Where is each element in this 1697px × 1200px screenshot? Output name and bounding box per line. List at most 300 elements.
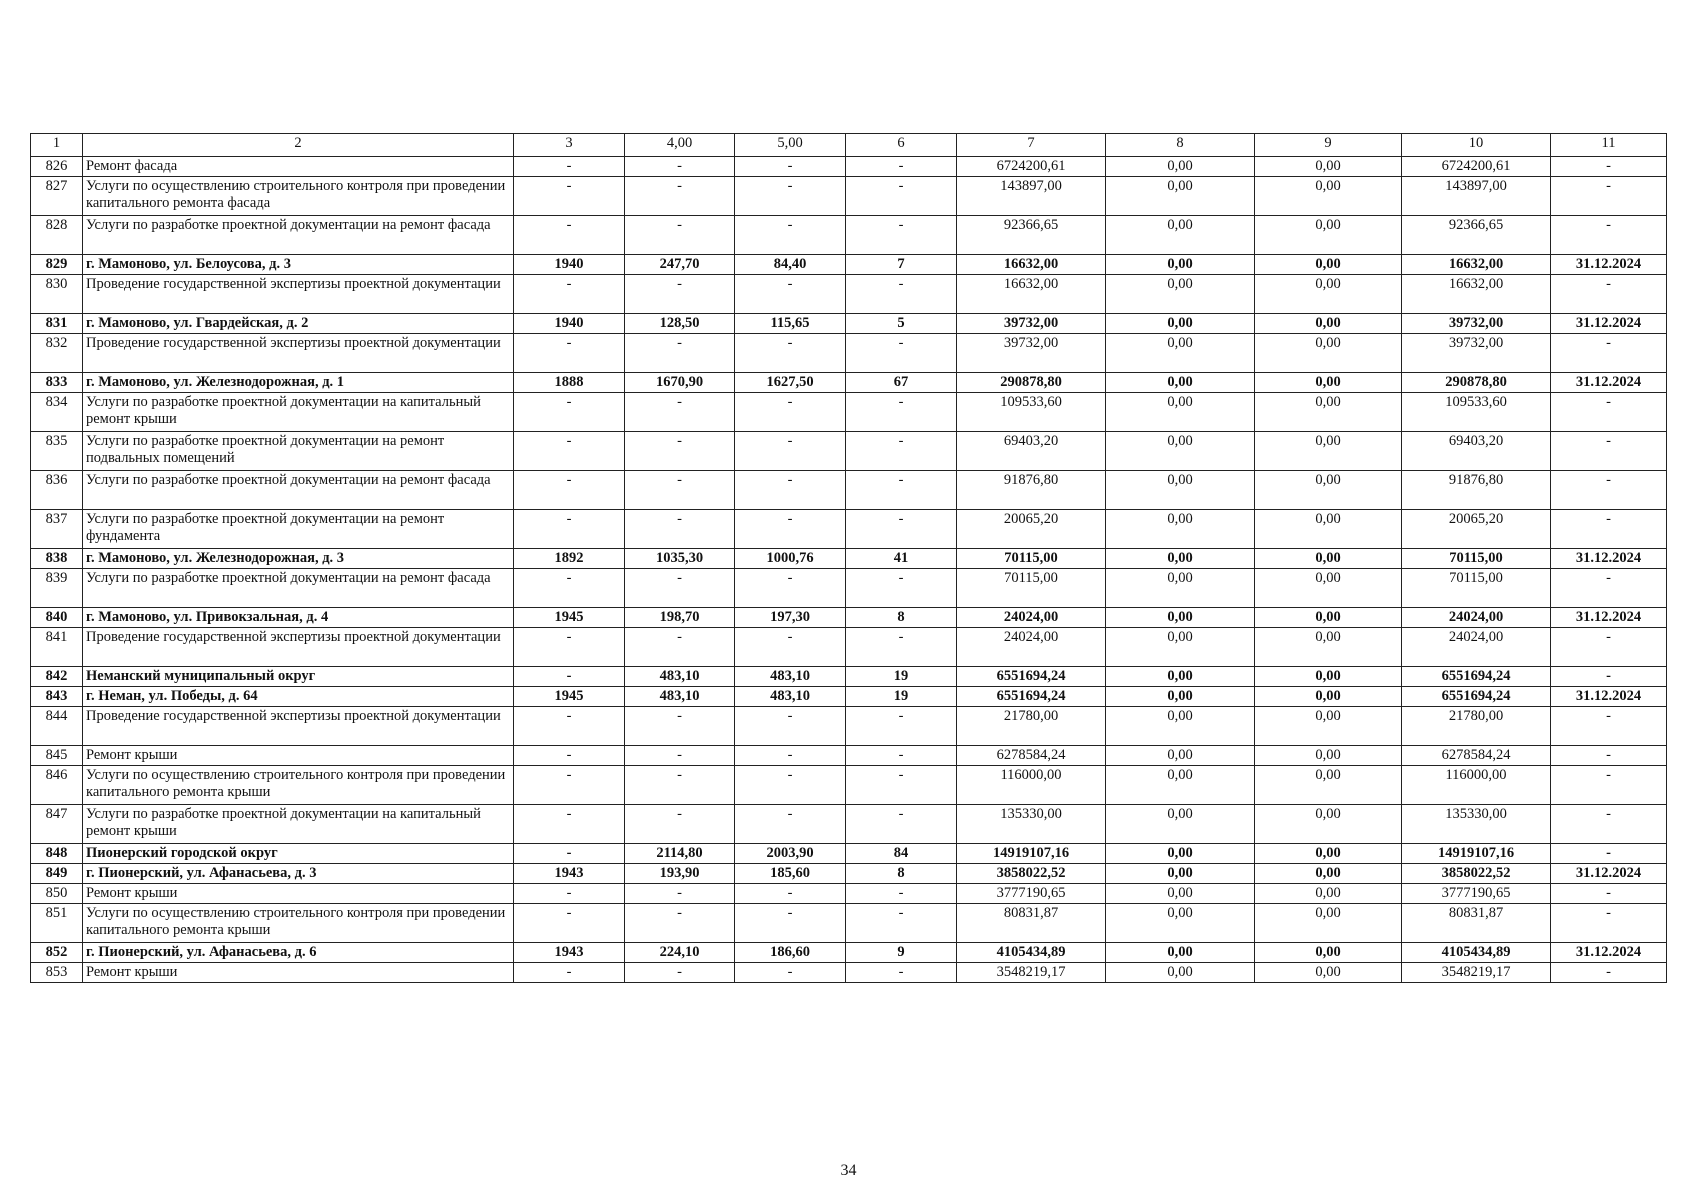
residents-cell: 84 <box>846 844 957 864</box>
deadline-cell: - <box>1551 275 1667 314</box>
area-total-cell: - <box>625 569 735 608</box>
area-living-cell: - <box>735 393 846 432</box>
item-name-cell: г. Мамоново, ул. Гвардейская, д. 2 <box>83 314 514 334</box>
year-cell: - <box>514 963 625 983</box>
item-name-cell: Ремонт фасада <box>83 157 514 177</box>
cost-total-cell: 92366,65 <box>957 216 1106 255</box>
area-total-cell: - <box>625 275 735 314</box>
residents-cell: - <box>846 510 957 549</box>
residents-cell: - <box>846 275 957 314</box>
residents-cell: 19 <box>846 667 957 687</box>
cost-total-cell: 3858022,52 <box>957 864 1106 884</box>
cost-fund-cell: 0,00 <box>1106 373 1255 393</box>
area-living-cell: 2003,90 <box>735 844 846 864</box>
header-cell: 9 <box>1255 134 1402 157</box>
table-row <box>31 628 1667 667</box>
header-cell: 11 <box>1551 134 1667 157</box>
item-name-cell: Пионерский городской округ <box>83 844 514 864</box>
cost-budget-cell: 0,00 <box>1255 471 1402 510</box>
cost-fund-cell: 0,00 <box>1106 864 1255 884</box>
cost-owners-cell: 6551694,24 <box>1402 667 1551 687</box>
year-cell: - <box>514 884 625 904</box>
residents-cell: - <box>846 746 957 766</box>
area-living-cell: - <box>735 471 846 510</box>
deadline-cell: 31.12.2024 <box>1551 373 1667 393</box>
year-cell: - <box>514 471 625 510</box>
area-total-cell: - <box>625 805 735 844</box>
year-cell: 1943 <box>514 864 625 884</box>
cost-total-cell: 16632,00 <box>957 275 1106 314</box>
area-total-cell: 128,50 <box>625 314 735 334</box>
cost-fund-cell: 0,00 <box>1106 471 1255 510</box>
cost-fund-cell: 0,00 <box>1106 569 1255 608</box>
item-name-cell: Ремонт крыши <box>83 884 514 904</box>
item-name-cell: Ремонт крыши <box>83 746 514 766</box>
area-living-cell: - <box>735 177 846 216</box>
row-number-cell: 836 <box>31 471 83 510</box>
area-total-cell: 224,10 <box>625 943 735 963</box>
cost-owners-cell: 143897,00 <box>1402 177 1551 216</box>
area-living-cell: 1000,76 <box>735 549 846 569</box>
table-row <box>31 904 1667 943</box>
header-cell: 5,00 <box>735 134 846 157</box>
row-number-cell: 837 <box>31 510 83 549</box>
item-name-cell: Проведение государственной экспертизы проектной документации <box>83 275 514 314</box>
area-total-cell: - <box>625 177 735 216</box>
area-living-cell: - <box>735 746 846 766</box>
cost-total-cell: 91876,80 <box>957 471 1106 510</box>
row-number-cell: 829 <box>31 255 83 275</box>
area-total-cell: - <box>625 746 735 766</box>
area-living-cell: - <box>735 334 846 373</box>
row-number-cell: 831 <box>31 314 83 334</box>
cost-owners-cell: 3548219,17 <box>1402 963 1551 983</box>
row-number-cell: 844 <box>31 707 83 746</box>
row-number-cell: 847 <box>31 805 83 844</box>
cost-total-cell: 16632,00 <box>957 255 1106 275</box>
table-row <box>31 393 1667 432</box>
deadline-cell: 31.12.2024 <box>1551 314 1667 334</box>
cost-total-cell: 6551694,24 <box>957 667 1106 687</box>
area-living-cell: - <box>735 904 846 943</box>
cost-fund-cell: 0,00 <box>1106 667 1255 687</box>
deadline-cell: - <box>1551 569 1667 608</box>
cost-owners-cell: 3777190,65 <box>1402 884 1551 904</box>
cost-fund-cell: 0,00 <box>1106 963 1255 983</box>
cost-owners-cell: 39732,00 <box>1402 314 1551 334</box>
cost-total-cell: 24024,00 <box>957 608 1106 628</box>
residents-cell: - <box>846 334 957 373</box>
row-number-cell: 842 <box>31 667 83 687</box>
table-row <box>31 471 1667 510</box>
cost-fund-cell: 0,00 <box>1106 275 1255 314</box>
table-row <box>31 608 1667 628</box>
header-cell: 3 <box>514 134 625 157</box>
cost-fund-cell: 0,00 <box>1106 707 1255 746</box>
header-cell: 7 <box>957 134 1106 157</box>
cost-fund-cell: 0,00 <box>1106 884 1255 904</box>
item-name-cell: Услуги по осуществлению строительного контроля при проведении капитального ремонта фасада <box>83 177 514 216</box>
table-row <box>31 334 1667 373</box>
header-cell: 10 <box>1402 134 1551 157</box>
item-name-cell: Неманский муниципальный округ <box>83 667 514 687</box>
cost-owners-cell: 6551694,24 <box>1402 687 1551 707</box>
area-living-cell: 1627,50 <box>735 373 846 393</box>
cost-fund-cell: 0,00 <box>1106 393 1255 432</box>
cost-total-cell: 290878,80 <box>957 373 1106 393</box>
deadline-cell: - <box>1551 157 1667 177</box>
cost-fund-cell: 0,00 <box>1106 904 1255 943</box>
cost-owners-cell: 70115,00 <box>1402 569 1551 608</box>
row-number-cell: 851 <box>31 904 83 943</box>
cost-owners-cell: 70115,00 <box>1402 549 1551 569</box>
item-name-cell: г. Мамоново, ул. Железнодорожная, д. 1 <box>83 373 514 393</box>
cost-owners-cell: 16632,00 <box>1402 275 1551 314</box>
header-cell: 8 <box>1106 134 1255 157</box>
cost-fund-cell: 0,00 <box>1106 608 1255 628</box>
residents-cell: 8 <box>846 864 957 884</box>
deadline-cell: - <box>1551 216 1667 255</box>
table-row <box>31 844 1667 864</box>
header-cell: 1 <box>31 134 83 157</box>
item-name-cell: Услуги по разработке проектной документации на капитальный ремонт крыши <box>83 805 514 844</box>
header-cell: 4,00 <box>625 134 735 157</box>
residents-cell: 9 <box>846 943 957 963</box>
row-number-cell: 828 <box>31 216 83 255</box>
year-cell: - <box>514 707 625 746</box>
year-cell: - <box>514 334 625 373</box>
cost-fund-cell: 0,00 <box>1106 844 1255 864</box>
residents-cell: 8 <box>846 608 957 628</box>
deadline-cell: - <box>1551 628 1667 667</box>
residents-cell: - <box>846 884 957 904</box>
area-living-cell: - <box>735 216 846 255</box>
item-name-cell: г. Мамоново, ул. Железнодорожная, д. 3 <box>83 549 514 569</box>
area-living-cell: 483,10 <box>735 667 846 687</box>
area-total-cell: - <box>625 471 735 510</box>
year-cell: - <box>514 216 625 255</box>
row-number-cell: 835 <box>31 432 83 471</box>
deadline-cell: - <box>1551 510 1667 549</box>
cost-owners-cell: 14919107,16 <box>1402 844 1551 864</box>
cost-owners-cell: 92366,65 <box>1402 216 1551 255</box>
cost-owners-cell: 91876,80 <box>1402 471 1551 510</box>
residents-cell: - <box>846 393 957 432</box>
cost-total-cell: 69403,20 <box>957 432 1106 471</box>
item-name-cell: Услуги по разработке проектной документации на ремонт фасада <box>83 471 514 510</box>
area-total-cell: - <box>625 432 735 471</box>
cost-total-cell: 20065,20 <box>957 510 1106 549</box>
table-row <box>31 667 1667 687</box>
table-row <box>31 157 1667 177</box>
cost-fund-cell: 0,00 <box>1106 314 1255 334</box>
page-number: 34 <box>840 1162 857 1179</box>
deadline-cell: 31.12.2024 <box>1551 864 1667 884</box>
cost-total-cell: 24024,00 <box>957 628 1106 667</box>
row-number-cell: 840 <box>31 608 83 628</box>
residents-cell: - <box>846 471 957 510</box>
residents-cell: - <box>846 216 957 255</box>
row-number-cell: 849 <box>31 864 83 884</box>
table-row <box>31 177 1667 216</box>
table-row <box>31 549 1667 569</box>
item-name-cell: г. Мамоново, ул. Белоусова, д. 3 <box>83 255 514 275</box>
residents-cell: 67 <box>846 373 957 393</box>
cost-fund-cell: 0,00 <box>1106 216 1255 255</box>
residents-cell: - <box>846 805 957 844</box>
cost-budget-cell: 0,00 <box>1255 687 1402 707</box>
year-cell: - <box>514 393 625 432</box>
year-cell: - <box>514 510 625 549</box>
cost-total-cell: 116000,00 <box>957 766 1106 805</box>
table-row <box>31 216 1667 255</box>
item-name-cell: Услуги по разработке проектной документации на ремонт фасада <box>83 569 514 608</box>
area-total-cell: - <box>625 157 735 177</box>
year-cell: - <box>514 275 625 314</box>
deadline-cell: 31.12.2024 <box>1551 255 1667 275</box>
cost-owners-cell: 135330,00 <box>1402 805 1551 844</box>
residents-cell: - <box>846 157 957 177</box>
area-total-cell: - <box>625 628 735 667</box>
table-row <box>31 746 1667 766</box>
area-living-cell: - <box>735 805 846 844</box>
deadline-cell: - <box>1551 393 1667 432</box>
residents-cell: - <box>846 904 957 943</box>
cost-total-cell: 3548219,17 <box>957 963 1106 983</box>
row-number-cell: 839 <box>31 569 83 608</box>
cost-fund-cell: 0,00 <box>1106 177 1255 216</box>
cost-fund-cell: 0,00 <box>1106 746 1255 766</box>
deadline-cell: - <box>1551 844 1667 864</box>
deadline-cell: - <box>1551 766 1667 805</box>
area-total-cell: 1035,30 <box>625 549 735 569</box>
cost-owners-cell: 116000,00 <box>1402 766 1551 805</box>
cost-budget-cell: 0,00 <box>1255 943 1402 963</box>
year-cell: 1945 <box>514 687 625 707</box>
area-living-cell: - <box>735 707 846 746</box>
cost-budget-cell: 0,00 <box>1255 707 1402 746</box>
cost-total-cell: 70115,00 <box>957 569 1106 608</box>
residents-cell: - <box>846 963 957 983</box>
cost-budget-cell: 0,00 <box>1255 963 1402 983</box>
area-living-cell: 197,30 <box>735 608 846 628</box>
cost-budget-cell: 0,00 <box>1255 393 1402 432</box>
area-total-cell: 1670,90 <box>625 373 735 393</box>
area-total-cell: 483,10 <box>625 667 735 687</box>
table-row <box>31 314 1667 334</box>
deadline-cell: 31.12.2024 <box>1551 687 1667 707</box>
row-number-cell: 826 <box>31 157 83 177</box>
area-living-cell: - <box>735 510 846 549</box>
table-row <box>31 275 1667 314</box>
residents-cell: - <box>846 432 957 471</box>
cost-owners-cell: 109533,60 <box>1402 393 1551 432</box>
deadline-cell: - <box>1551 805 1667 844</box>
area-total-cell: - <box>625 707 735 746</box>
item-name-cell: Услуги по разработке проектной документации на ремонт фасада <box>83 216 514 255</box>
item-name-cell: Проведение государственной экспертизы проектной документации <box>83 628 514 667</box>
item-name-cell: Ремонт крыши <box>83 963 514 983</box>
area-living-cell: - <box>735 766 846 805</box>
table-row <box>31 864 1667 884</box>
cost-fund-cell: 0,00 <box>1106 432 1255 471</box>
year-cell: 1940 <box>514 314 625 334</box>
row-number-cell: 830 <box>31 275 83 314</box>
cost-fund-cell: 0,00 <box>1106 766 1255 805</box>
residents-cell: 7 <box>846 255 957 275</box>
year-cell: - <box>514 766 625 805</box>
area-living-cell: - <box>735 628 846 667</box>
table-row <box>31 766 1667 805</box>
cost-fund-cell: 0,00 <box>1106 157 1255 177</box>
cost-owners-cell: 21780,00 <box>1402 707 1551 746</box>
cost-fund-cell: 0,00 <box>1106 805 1255 844</box>
cost-budget-cell: 0,00 <box>1255 667 1402 687</box>
cost-total-cell: 39732,00 <box>957 334 1106 373</box>
area-living-cell: - <box>735 157 846 177</box>
area-living-cell: - <box>735 963 846 983</box>
area-total-cell: - <box>625 904 735 943</box>
area-living-cell: 185,60 <box>735 864 846 884</box>
deadline-cell: - <box>1551 884 1667 904</box>
residents-cell: - <box>846 177 957 216</box>
cost-owners-cell: 290878,80 <box>1402 373 1551 393</box>
year-cell: 1892 <box>514 549 625 569</box>
cost-fund-cell: 0,00 <box>1106 255 1255 275</box>
year-cell: - <box>514 628 625 667</box>
row-number-cell: 850 <box>31 884 83 904</box>
cost-budget-cell: 0,00 <box>1255 844 1402 864</box>
table-row <box>31 884 1667 904</box>
cost-total-cell: 21780,00 <box>957 707 1106 746</box>
year-cell: - <box>514 746 625 766</box>
row-number-cell: 843 <box>31 687 83 707</box>
cost-budget-cell: 0,00 <box>1255 628 1402 667</box>
cost-total-cell: 14919107,16 <box>957 844 1106 864</box>
table-body <box>31 134 1667 983</box>
year-cell: - <box>514 432 625 471</box>
year-cell: - <box>514 177 625 216</box>
residents-cell: 41 <box>846 549 957 569</box>
area-living-cell: - <box>735 432 846 471</box>
year-cell: 1940 <box>514 255 625 275</box>
cost-budget-cell: 0,00 <box>1255 746 1402 766</box>
area-total-cell: 2114,80 <box>625 844 735 864</box>
area-total-cell: 483,10 <box>625 687 735 707</box>
table-row <box>31 963 1667 983</box>
cost-total-cell: 135330,00 <box>957 805 1106 844</box>
year-cell: 1888 <box>514 373 625 393</box>
year-cell: 1945 <box>514 608 625 628</box>
cost-owners-cell: 24024,00 <box>1402 628 1551 667</box>
cost-budget-cell: 0,00 <box>1255 608 1402 628</box>
cost-owners-cell: 16632,00 <box>1402 255 1551 275</box>
residents-cell: - <box>846 569 957 608</box>
item-name-cell: Услуги по разработке проектной документации на ремонт подвальных помещений <box>83 432 514 471</box>
cost-fund-cell: 0,00 <box>1106 687 1255 707</box>
item-name-cell: Проведение государственной экспертизы проектной документации <box>83 707 514 746</box>
item-name-cell: г. Пионерский, ул. Афанасьева, д. 3 <box>83 864 514 884</box>
table-row <box>31 805 1667 844</box>
cost-owners-cell: 6724200,61 <box>1402 157 1551 177</box>
cost-owners-cell: 4105434,89 <box>1402 943 1551 963</box>
item-name-cell: Услуги по осуществлению строительного контроля при проведении капитального ремонта крыши <box>83 766 514 805</box>
year-cell: - <box>514 904 625 943</box>
deadline-cell: - <box>1551 904 1667 943</box>
area-total-cell: - <box>625 393 735 432</box>
area-total-cell: - <box>625 884 735 904</box>
item-name-cell: Услуги по осуществлению строительного контроля при проведении капитального ремонта крыши <box>83 904 514 943</box>
cost-budget-cell: 0,00 <box>1255 864 1402 884</box>
area-total-cell: - <box>625 216 735 255</box>
cost-total-cell: 6551694,24 <box>957 687 1106 707</box>
year-cell: 1943 <box>514 943 625 963</box>
deadline-cell: 31.12.2024 <box>1551 943 1667 963</box>
year-cell: - <box>514 667 625 687</box>
area-living-cell: - <box>735 275 846 314</box>
cost-total-cell: 39732,00 <box>957 314 1106 334</box>
cost-budget-cell: 0,00 <box>1255 334 1402 373</box>
item-name-cell: г. Мамоново, ул. Привокзальная, д. 4 <box>83 608 514 628</box>
table-row <box>31 373 1667 393</box>
row-number-cell: 845 <box>31 746 83 766</box>
cost-budget-cell: 0,00 <box>1255 216 1402 255</box>
deadline-cell: - <box>1551 707 1667 746</box>
table-row <box>31 687 1667 707</box>
area-total-cell: 247,70 <box>625 255 735 275</box>
row-number-cell: 846 <box>31 766 83 805</box>
table-row <box>31 510 1667 549</box>
header-cell: 6 <box>846 134 957 157</box>
area-total-cell: - <box>625 334 735 373</box>
repair-plan-table <box>30 133 1667 983</box>
row-number-cell: 834 <box>31 393 83 432</box>
item-name-cell: Услуги по разработке проектной документации на капитальный ремонт крыши <box>83 393 514 432</box>
cost-budget-cell: 0,00 <box>1255 177 1402 216</box>
area-total-cell: - <box>625 963 735 983</box>
cost-total-cell: 109533,60 <box>957 393 1106 432</box>
table-row <box>31 943 1667 963</box>
row-number-cell: 848 <box>31 844 83 864</box>
residents-cell: 19 <box>846 687 957 707</box>
cost-budget-cell: 0,00 <box>1255 766 1402 805</box>
item-name-cell: Услуги по разработке проектной документации на ремонт фундамента <box>83 510 514 549</box>
residents-cell: - <box>846 707 957 746</box>
cost-total-cell: 6724200,61 <box>957 157 1106 177</box>
cost-owners-cell: 6278584,24 <box>1402 746 1551 766</box>
cost-budget-cell: 0,00 <box>1255 157 1402 177</box>
row-number-cell: 838 <box>31 549 83 569</box>
year-cell: - <box>514 844 625 864</box>
area-living-cell: 84,40 <box>735 255 846 275</box>
area-living-cell: - <box>735 884 846 904</box>
cost-budget-cell: 0,00 <box>1255 373 1402 393</box>
deadline-cell: - <box>1551 334 1667 373</box>
deadline-cell: 31.12.2024 <box>1551 608 1667 628</box>
year-cell: - <box>514 569 625 608</box>
deadline-cell: - <box>1551 177 1667 216</box>
cost-fund-cell: 0,00 <box>1106 943 1255 963</box>
cost-fund-cell: 0,00 <box>1106 334 1255 373</box>
row-number-cell: 852 <box>31 943 83 963</box>
cost-total-cell: 4105434,89 <box>957 943 1106 963</box>
area-living-cell: - <box>735 569 846 608</box>
header-row <box>31 134 1667 157</box>
residents-cell: 5 <box>846 314 957 334</box>
cost-budget-cell: 0,00 <box>1255 255 1402 275</box>
deadline-cell: - <box>1551 963 1667 983</box>
table-row <box>31 432 1667 471</box>
